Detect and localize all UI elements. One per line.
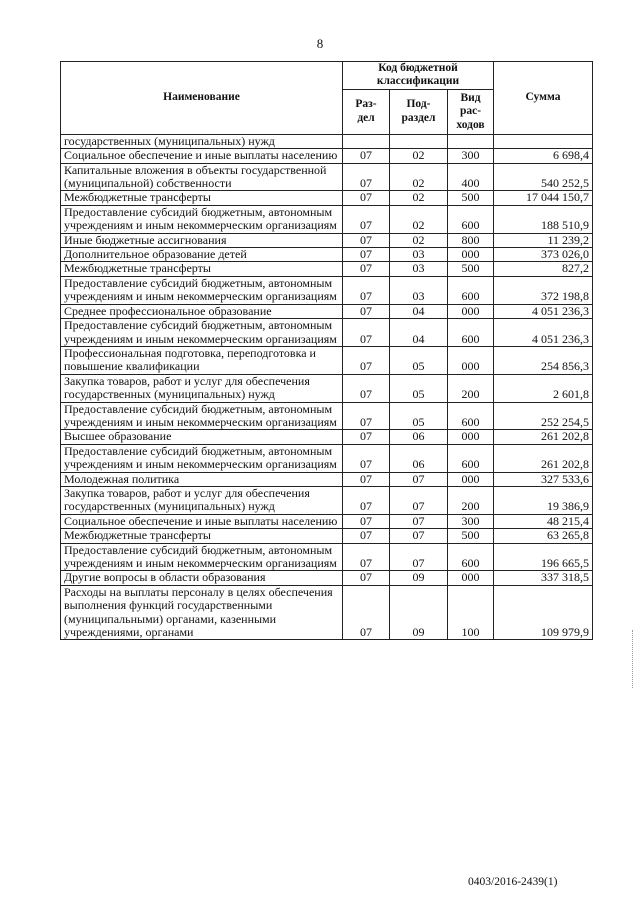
row-name: Социальное обеспечение и иные выплаты населению xyxy=(61,514,343,528)
row-expense-type: 600 xyxy=(448,205,494,233)
row-name: Предоставление субсидий бюджетным, автономным учреждениям и иным некоммерческим организациям xyxy=(61,276,343,304)
table-row xyxy=(61,346,593,374)
row-expense-type: 000 xyxy=(448,248,494,262)
table-row xyxy=(61,205,593,233)
header-expense-type: Вид рас- ходов xyxy=(448,89,494,134)
row-section: 07 xyxy=(343,585,390,640)
row-subsection: 07 xyxy=(390,543,448,571)
row-section: 07 xyxy=(343,374,390,402)
row-subsection: 07 xyxy=(390,472,448,486)
row-sum: 372 198,8 xyxy=(494,276,593,304)
row-expense-type: 500 xyxy=(448,191,494,205)
row-expense-type: 300 xyxy=(448,149,494,163)
row-subsection: 02 xyxy=(390,149,448,163)
row-subsection: 06 xyxy=(390,444,448,472)
row-name: Иные бюджетные ассигнования xyxy=(61,233,343,247)
row-sum: 63 265,8 xyxy=(494,529,593,543)
row-expense-type: 200 xyxy=(448,374,494,402)
row-sum: 261 202,8 xyxy=(494,430,593,444)
row-name: Межбюджетные трансферты xyxy=(61,262,343,276)
row-section: 07 xyxy=(343,543,390,571)
table-row xyxy=(61,262,593,276)
table-row xyxy=(61,543,593,571)
row-subsection: 02 xyxy=(390,233,448,247)
row-expense-type: 600 xyxy=(448,402,494,430)
row-sum: 373 026,0 xyxy=(494,248,593,262)
row-sum: 4 051 236,3 xyxy=(494,319,593,347)
row-subsection: 09 xyxy=(390,585,448,640)
header-name: Наименование xyxy=(61,62,343,135)
row-section: 07 xyxy=(343,472,390,486)
row-subsection: 03 xyxy=(390,248,448,262)
row-name: Межбюджетные трансферты xyxy=(61,191,343,205)
table-row xyxy=(61,472,593,486)
table-row xyxy=(61,585,593,640)
row-sum: 48 215,4 xyxy=(494,514,593,528)
row-name: Высшее образование xyxy=(61,430,343,444)
row-subsection: 03 xyxy=(390,262,448,276)
row-subsection: 09 xyxy=(390,571,448,585)
header-subsection: Под- раздел xyxy=(390,89,448,134)
row-name: Среднее профессиональное образование xyxy=(61,304,343,318)
row-subsection: 04 xyxy=(390,304,448,318)
table-row xyxy=(61,374,593,402)
row-section: 07 xyxy=(343,276,390,304)
table-row xyxy=(61,514,593,528)
row-expense-type: 600 xyxy=(448,276,494,304)
row-subsection: 03 xyxy=(390,276,448,304)
table-row xyxy=(61,276,593,304)
row-expense-type: 600 xyxy=(448,444,494,472)
row-section: 07 xyxy=(343,191,390,205)
row-expense-type: 000 xyxy=(448,346,494,374)
row-name: Другие вопросы в области образования xyxy=(61,571,343,585)
row-name: Предоставление субсидий бюджетным, автономным учреждениям и иным некоммерческим организациям xyxy=(61,444,343,472)
table-row xyxy=(61,571,593,585)
row-expense-type: 000 xyxy=(448,571,494,585)
table-row xyxy=(61,444,593,472)
row-name: Дополнительное образование детей xyxy=(61,248,343,262)
header-code-group: Код бюджетной классификации xyxy=(343,62,494,90)
row-expense-type: 000 xyxy=(448,472,494,486)
row-expense-type: 000 xyxy=(448,304,494,318)
row-sum: 254 856,3 xyxy=(494,346,593,374)
row-sum: 540 252,5 xyxy=(494,163,593,191)
row-name: государственных (муниципальных) нужд xyxy=(61,134,343,148)
table-row xyxy=(61,233,593,247)
row-subsection: 07 xyxy=(390,529,448,543)
row-sum: 188 510,9 xyxy=(494,205,593,233)
table-row xyxy=(61,529,593,543)
row-section: 07 xyxy=(343,163,390,191)
row-section: 07 xyxy=(343,571,390,585)
row-sum: 11 239,2 xyxy=(494,233,593,247)
row-section: 07 xyxy=(343,402,390,430)
scan-edge-mark xyxy=(632,630,635,688)
row-name: Межбюджетные трансферты xyxy=(61,529,343,543)
row-subsection: 05 xyxy=(390,402,448,430)
row-section: 07 xyxy=(343,149,390,163)
row-subsection: 07 xyxy=(390,514,448,528)
table-row xyxy=(61,304,593,318)
row-subsection: 05 xyxy=(390,374,448,402)
row-subsection: 07 xyxy=(390,486,448,514)
row-subsection: 02 xyxy=(390,163,448,191)
row-expense-type xyxy=(448,134,494,148)
row-expense-type: 200 xyxy=(448,486,494,514)
row-subsection: 06 xyxy=(390,430,448,444)
row-expense-type: 500 xyxy=(448,262,494,276)
row-sum: 196 665,5 xyxy=(494,543,593,571)
row-expense-type: 100 xyxy=(448,585,494,640)
row-section xyxy=(343,134,390,148)
table-row xyxy=(61,319,593,347)
row-name: Капитальные вложения в объекты государственной (муниципальной) собственности xyxy=(61,163,343,191)
row-section: 07 xyxy=(343,205,390,233)
document-code: 0403/2016-2439(1) xyxy=(468,876,558,888)
table-row xyxy=(61,402,593,430)
row-section: 07 xyxy=(343,248,390,262)
row-sum: 261 202,8 xyxy=(494,444,593,472)
row-subsection xyxy=(390,134,448,148)
row-sum: 6 698,4 xyxy=(494,149,593,163)
table-row xyxy=(61,430,593,444)
page-number: 8 xyxy=(316,36,324,51)
row-section: 07 xyxy=(343,529,390,543)
row-name: Предоставление субсидий бюджетным, автономным учреждениям и иным некоммерческим организациям xyxy=(61,319,343,347)
table-row xyxy=(61,163,593,191)
table-body xyxy=(61,134,593,640)
row-sum: 4 051 236,3 xyxy=(494,304,593,318)
budget-table xyxy=(60,61,593,640)
table-row xyxy=(61,248,593,262)
row-sum: 109 979,9 xyxy=(494,585,593,640)
row-name: Закупка товаров, работ и услуг для обеспечения государственных (муниципальных) нужд xyxy=(61,486,343,514)
table-row xyxy=(61,149,593,163)
row-section: 07 xyxy=(343,304,390,318)
row-sum: 252 254,5 xyxy=(494,402,593,430)
row-subsection: 02 xyxy=(390,205,448,233)
row-expense-type: 000 xyxy=(448,430,494,444)
table-row xyxy=(61,191,593,205)
row-expense-type: 600 xyxy=(448,319,494,347)
row-name: Закупка товаров, работ и услуг для обеспечения государственных (муниципальных) нужд xyxy=(61,374,343,402)
row-expense-type: 800 xyxy=(448,233,494,247)
row-expense-type: 500 xyxy=(448,529,494,543)
row-name: Социальное обеспечение и иные выплаты населению xyxy=(61,149,343,163)
row-sum: 327 533,6 xyxy=(494,472,593,486)
row-subsection: 05 xyxy=(390,346,448,374)
row-section: 07 xyxy=(343,262,390,276)
row-sum: 2 601,8 xyxy=(494,374,593,402)
row-name: Предоставление субсидий бюджетным, автономным учреждениям и иным некоммерческим организациям xyxy=(61,402,343,430)
row-name: Предоставление субсидий бюджетным, автономным учреждениям и иным некоммерческим организациям xyxy=(61,543,343,571)
header-section: Раз- дел xyxy=(343,89,390,134)
row-expense-type: 300 xyxy=(448,514,494,528)
row-section: 07 xyxy=(343,444,390,472)
row-sum: 17 044 150,7 xyxy=(494,191,593,205)
row-subsection: 04 xyxy=(390,319,448,347)
row-name: Предоставление субсидий бюджетным, автономным учреждениям и иным некоммерческим организациям xyxy=(61,205,343,233)
row-sum: 19 386,9 xyxy=(494,486,593,514)
table-row xyxy=(61,486,593,514)
row-section: 07 xyxy=(343,346,390,374)
header-sum: Сумма xyxy=(494,62,593,135)
row-section: 07 xyxy=(343,319,390,347)
table-row xyxy=(61,134,593,148)
row-subsection: 02 xyxy=(390,191,448,205)
row-name: Молодежная политика xyxy=(61,472,343,486)
row-name: Профессиональная подготовка, переподготовка и повышение квалификации xyxy=(61,346,343,374)
row-name: Расходы на выплаты персоналу в целях обеспечения выполнения функций государственными (муниципальными) органами, казенными учреждениями, органами xyxy=(61,585,343,640)
row-expense-type: 600 xyxy=(448,543,494,571)
row-section: 07 xyxy=(343,514,390,528)
row-expense-type: 400 xyxy=(448,163,494,191)
row-sum xyxy=(494,134,593,148)
row-section: 07 xyxy=(343,486,390,514)
row-section: 07 xyxy=(343,233,390,247)
row-sum: 337 318,5 xyxy=(494,571,593,585)
row-section: 07 xyxy=(343,430,390,444)
row-sum: 827,2 xyxy=(494,262,593,276)
